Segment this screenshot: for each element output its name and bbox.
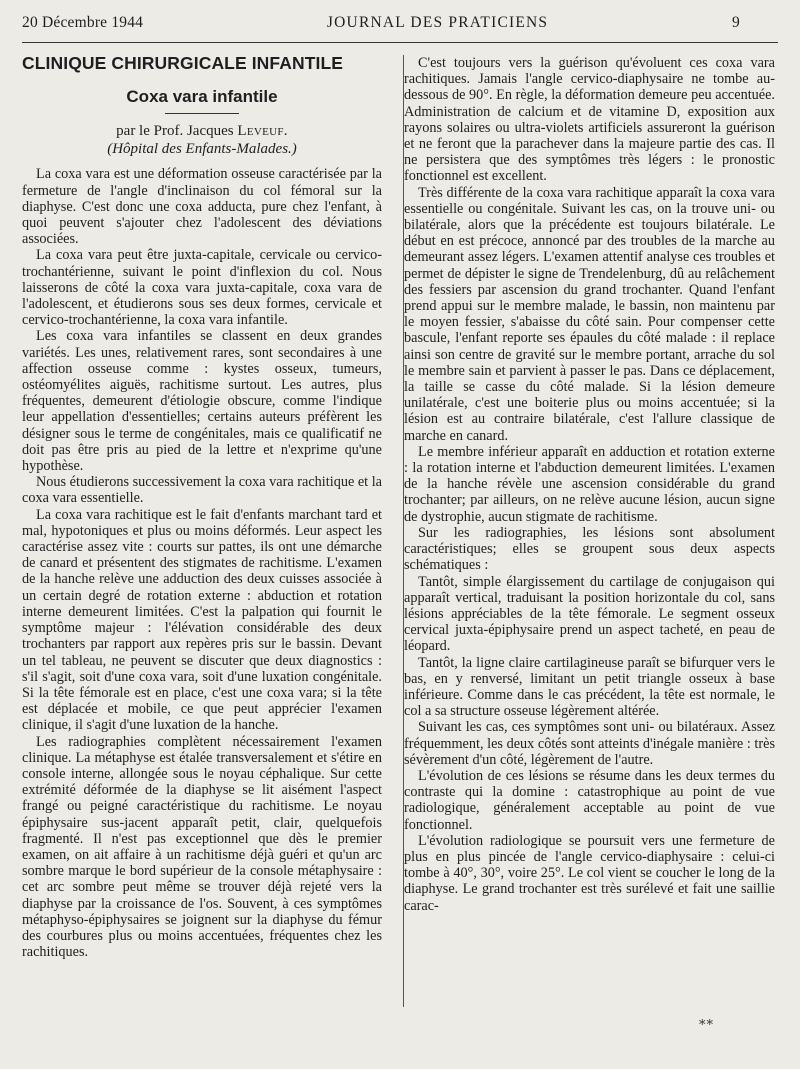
byline — [22, 122, 382, 140]
title-rule — [165, 113, 239, 114]
paragraph: C'est toujours vers la guérison qu'évoluent ces coxa vara rachitiques. Jamais l'angle cervico-diaphysaire ne tombe au-dessous de 90°. En règle, la déformation demeure peu accentuée. Administration de calcium et de vitamine D, exposition aux rayons solaires ou ultra-violets artificiels assureront la guérison et ne feront que la parachever dans la majeure partie des cas. Il ne persistera que des symptômes très légers : le pronostic fonctionnel est excellent. — [404, 55, 775, 185]
right-column — [404, 55, 775, 960]
paragraph: Nous étudierons successivement la coxa vara rachitique et la coxa vara essentielle. — [22, 474, 382, 507]
end-ornament: ** — [699, 1018, 714, 1033]
article-title: Coxa vara infantile — [126, 87, 278, 107]
left-column — [22, 55, 388, 960]
header-rule — [22, 42, 778, 43]
paragraph: Sur les radiographies, les lésions sont absolument caractéristiques; elles se groupent sous deux aspects schématiques : — [404, 524, 775, 574]
running-head — [22, 14, 778, 38]
paragraph: Tantôt, simple élargissement du cartilage de conjugaison qui apparaît vertical, traduisant la position horizontale du col, sans lésions appréciables de la tête fémorale. Le segment osseux cervical juxta-épiphysaire prend un aspect tacheté, en peau de léopard. — [404, 573, 775, 655]
byline-prefix: par le Prof. Jacques — [116, 123, 234, 140]
author-surname: Leveuf. — [237, 123, 288, 140]
paragraph: Tantôt, la ligne claire cartilagineuse paraît se bifurquer vers le bas, en y renversé, limitant un petit triangle osseux à base inférieure. Comme dans le cas précédent, la tête est normale, le col a sa structure osseuse légèrement altérée. — [404, 654, 775, 720]
paragraph: La coxa vara rachitique est le fait d'enfants marchant tard et mal, hypotoniques et plus ou moins déformés. Leur aspect les caractérise assez vite : courts sur pattes, ils ont une démarche de canard et présentent des stigmates de rachitisme. L'examen de la hanche relève une adduction des deux cuisses associée à un certain degré de rotation externe : abduction et rotation interne demeurent limitées. C'est la palpation qui fournit le symptôme majeur : l'élévation considérable des deux trochanters par rapport aux repères pris sur le bassin. Devant un tel tableau, ne peuvent se discuter que deux diagnostics : s'il s'agit, soit d'une coxa vara, soit d'une luxation congénitale. Si la tête fémorale est en place, c'est une coxa vara; si la tête est déplacée et mobile, ce que peut apprécier l'examen clinique, il s'agit d'une luxation de la hanche. — [22, 506, 382, 734]
affiliation: (Hôpital des Enfants-Malades.) — [107, 141, 297, 158]
page-number: 9 — [732, 14, 740, 31]
column-divider — [403, 55, 404, 1007]
paragraph: Les radiographies complètent nécessairement l'examen clinique. La métaphyse est étalée transversalement et s'étire en console interne, allongée sous le noyau céphalique. Sur cette extrémité déformée de la diaphyse se lit aisément l'aspect frangé ou peigné caractéristique du rachitisme. Le noyau épiphysaire sus-jacent apparaît petit, clair, quelquefois fragmenté. Il n'est pas exceptionnel que dès le premier examen, on ait affaire à un rachitisme déjà guéri et qu'un arc sombre marque le bord supérieur de la console métaphysaire : cet arc sombre peut même se trouver déjà rejeté vers la diaphyse par la croissance de l'os. Souvent, à ces symptômes métaphyso-épiphysaires se joignent sur la diaphyse du fémur des courbures plus ou moins accentuées, fréquentes chez les rachitiques. — [22, 733, 382, 961]
section-heading: CLINIQUE CHIRURGICALE INFANTILE — [22, 53, 344, 73]
issue-date: 20 Décembre 1944 — [22, 14, 144, 31]
journal-title: JOURNAL DES PRATICIENS — [326, 14, 549, 31]
paragraph: Suivant les cas, ces symptômes sont uni- ou bilatéraux. Assez fréquemment, les deux côtés sont atteints d'inégale manière : très sévèrement d'un côté, légèrement de l'autre. — [404, 719, 775, 768]
paragraph: La coxa vara peut être juxta-capitale, cervicale ou cervico-trochantérienne, suivant le point d'inflexion du col. Nous laisserons de côté la coxa vara juxta-capitale, coxa vara de l'adolescent, et étudierons sous ses deux formes, cervicale et cervico-trochantérienne, la coxa vara infantile. — [22, 247, 382, 329]
paragraph: Très différente de la coxa vara rachitique apparaît la coxa vara essentielle ou congénitale. Suivant les cas, on la trouve uni- ou bilatérale, alors que la précédente est toujours bilatérale. Le début en est précoce, annoncé par des troubles de la marche au demeurant assez légers. L'examen attentif analyse ces troubles et permet de dépister le signe de Trendelenburg, dû au relâchement des fessiers par ascension du grand trochanter. Quand l'enfant prend appui sur le membre malade, le bassin, non maintenu par le moyen fessier, s'abaisse du côté sain. Pour compenser cette bascule, l'enfant reporte ses épaules du côté malade : il replace ainsi son centre de gravité sur le membre portant, arrache du sol le membre sain et parvient à passer le pas. Dans ce déplacement, la taille se casse du côté malade. Si la lésion demeure unilatérale, c'est une boiterie plus ou moins accentuée; si la lésion est au contraire bilatérale, c'est l'allure classique de marche en canard. — [404, 184, 775, 444]
paragraph: Les coxa vara infantiles se classent en deux grandes variétés. Les unes, relativement rares, sont secondaires à une affection osseuse comme : kystes osseux, tumeurs, ostéomyélites aiguës, rachitisme surtout. Les autres, plus fréquentes, demeurent d'étiologie obscure, comme l'indique leur appellation d'essentielles; certains auteurs préfèrent les désigner sous le terme de congénitales, mais ce qualificatif ne doit pas être pris au pied de la lettre et n'exprime qu'une hypothèse. — [22, 328, 382, 475]
paragraph: L'évolution de ces lésions se résume dans les deux termes du contraste qui la domine : catastrophique au point de vue radiologique, généralement acceptable au point de vue fonctionnel. — [404, 767, 775, 833]
paragraph: Le membre inférieur apparaît en adduction et rotation externe : la rotation interne et l'abduction demeurent limitées. L'examen de la hanche révèle une ascension considérable du grand trochanter; par ailleurs, on ne relève aucune lésion, aucun signe de dystrophie, aucun stigmate de rachitisme. — [404, 443, 775, 525]
paragraph: L'évolution radiologique se poursuit vers une fermeture de plus en plus pincée de l'angle cervico-diaphysaire : celui-ci tombe à 40°, 30°, voire 25°. Le col vient se coucher le long de la diaphyse. Le grand trochanter est très surélevé et fait une saillie carac- — [404, 832, 775, 914]
article-columns — [22, 55, 778, 960]
paragraph: La coxa vara est une déformation osseuse caractérisée par la fermeture de l'angle d'inclinaison du col fémoral sur la diaphyse. C'est donc une coxa adducta, pure chez l'enfant, à quoi peuvent s'ajouter chez l'adolescent des déviations associées. — [22, 166, 382, 248]
